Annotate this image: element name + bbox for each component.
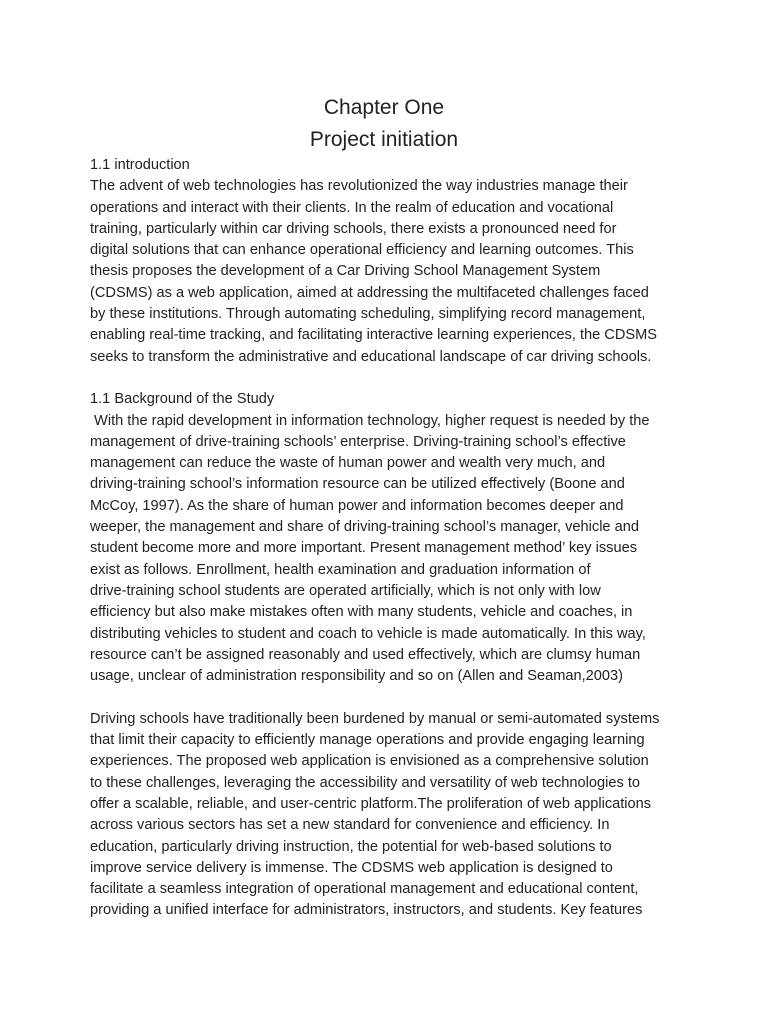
- paragraph-gap: [90, 687, 680, 708]
- body-text-line: by these institutions. Through automating scheduling, simplifying record management,: [90, 306, 646, 323]
- body-text-line: The advent of web technologies has revolutionized the way industries manage their: [90, 178, 628, 195]
- paragraph-gap: [90, 368, 680, 389]
- body-text-line: across various sectors has set a new standard for convenience and efficiency. In: [90, 817, 610, 834]
- body-text-line: to these challenges, leveraging the accessibility and versatility of web technologies to: [90, 774, 641, 791]
- body-text-line: exist as follows. Enrollment, health examination and graduation information of: [90, 561, 591, 578]
- body-text-line: facilitate a seamless integration of operational management and educational content,: [90, 881, 639, 898]
- body-text-line: operations and interact with their clients. In the realm of education and vocational: [90, 199, 614, 216]
- body-text-line: Driving schools have traditionally been burdened by manual or semi-automated systems: [90, 710, 660, 727]
- body-text-line: distributing vehicles to student and coach to vehicle is made automatically. In this way,: [90, 625, 646, 642]
- section-block: [90, 389, 680, 687]
- body-text-line: With the rapid development in information technology, higher request is needed by the: [90, 412, 650, 429]
- body-text-line: resource can’t be assigned reasonably and used effectively, which are clumsy human: [90, 646, 641, 663]
- chapter-title-block: [0, 92, 768, 156]
- body-text-line: student become more and more important. Present management method’ key issues: [90, 540, 638, 557]
- body-text-line: usage, unclear of administration responsibility and so on (Allen and Seaman,2003): [90, 668, 623, 685]
- body-text-line: education, particularly driving instruction, the potential for web-based solutions to: [90, 838, 612, 855]
- body-text-line: that limit their capacity to efficiently manage operations and provide engaging learning: [90, 732, 645, 749]
- body-text-line: driving-training school’s information resource can be utilized effectively (Boone and: [90, 476, 625, 493]
- body-text-line: efficiency but also make mistakes often with many students, vehicle and coaches, in: [90, 604, 633, 621]
- body-text-line: improve service delivery is immense. The CDSMS web application is designed to: [90, 859, 613, 876]
- body-text-line: digital solutions that can enhance operational efficiency and learning outcomes. This: [90, 242, 634, 259]
- section-heading: 1.1 introduction: [90, 157, 190, 173]
- section-block: [90, 709, 680, 922]
- body-text-line: enabling real-time tracking, and facilitating interactive learning experiences, the CDSMS: [90, 327, 658, 344]
- document-body: [90, 155, 680, 922]
- body-text-line: (CDSMS) as a web application, aimed at addressing the multifaceted challenges faced: [90, 284, 649, 301]
- body-text-line: seeks to transform the administrative and educational landscape of car driving schools.: [90, 348, 652, 365]
- body-text-line: providing a unified interface for administrators, instructors, and students. Key features: [90, 902, 643, 919]
- body-text-line: weeper, the management and share of driving-training school’s manager, vehicle and: [90, 519, 639, 536]
- body-text-line: thesis proposes the development of a Car Driving School Management System: [90, 263, 601, 280]
- body-text-line: training, particularly within car driving schools, there exists a pronounced need for: [90, 220, 617, 237]
- body-text-line: management can reduce the waste of human power and wealth very much, and: [90, 455, 606, 472]
- body-text-line: McCoy, 1997). As the share of human power and information becomes deeper and: [90, 497, 624, 514]
- section-block: [90, 155, 680, 368]
- chapter-subtitle: Project initiation: [309, 128, 459, 151]
- body-text-line: experiences. The proposed web application is envisioned as a comprehensive solution: [90, 753, 649, 770]
- section-heading: 1.1 Background of the Study: [90, 391, 275, 408]
- body-text-line: drive-training school students are operated artificially, which is not only with low: [90, 582, 601, 599]
- body-text-line: management of drive-training schools’ enterprise. Driving-training school’s effective: [90, 433, 626, 450]
- chapter-title: Chapter One: [323, 96, 445, 119]
- body-text-line: offer a scalable, reliable, and user-centric platform.The proliferation of web applications: [90, 795, 652, 812]
